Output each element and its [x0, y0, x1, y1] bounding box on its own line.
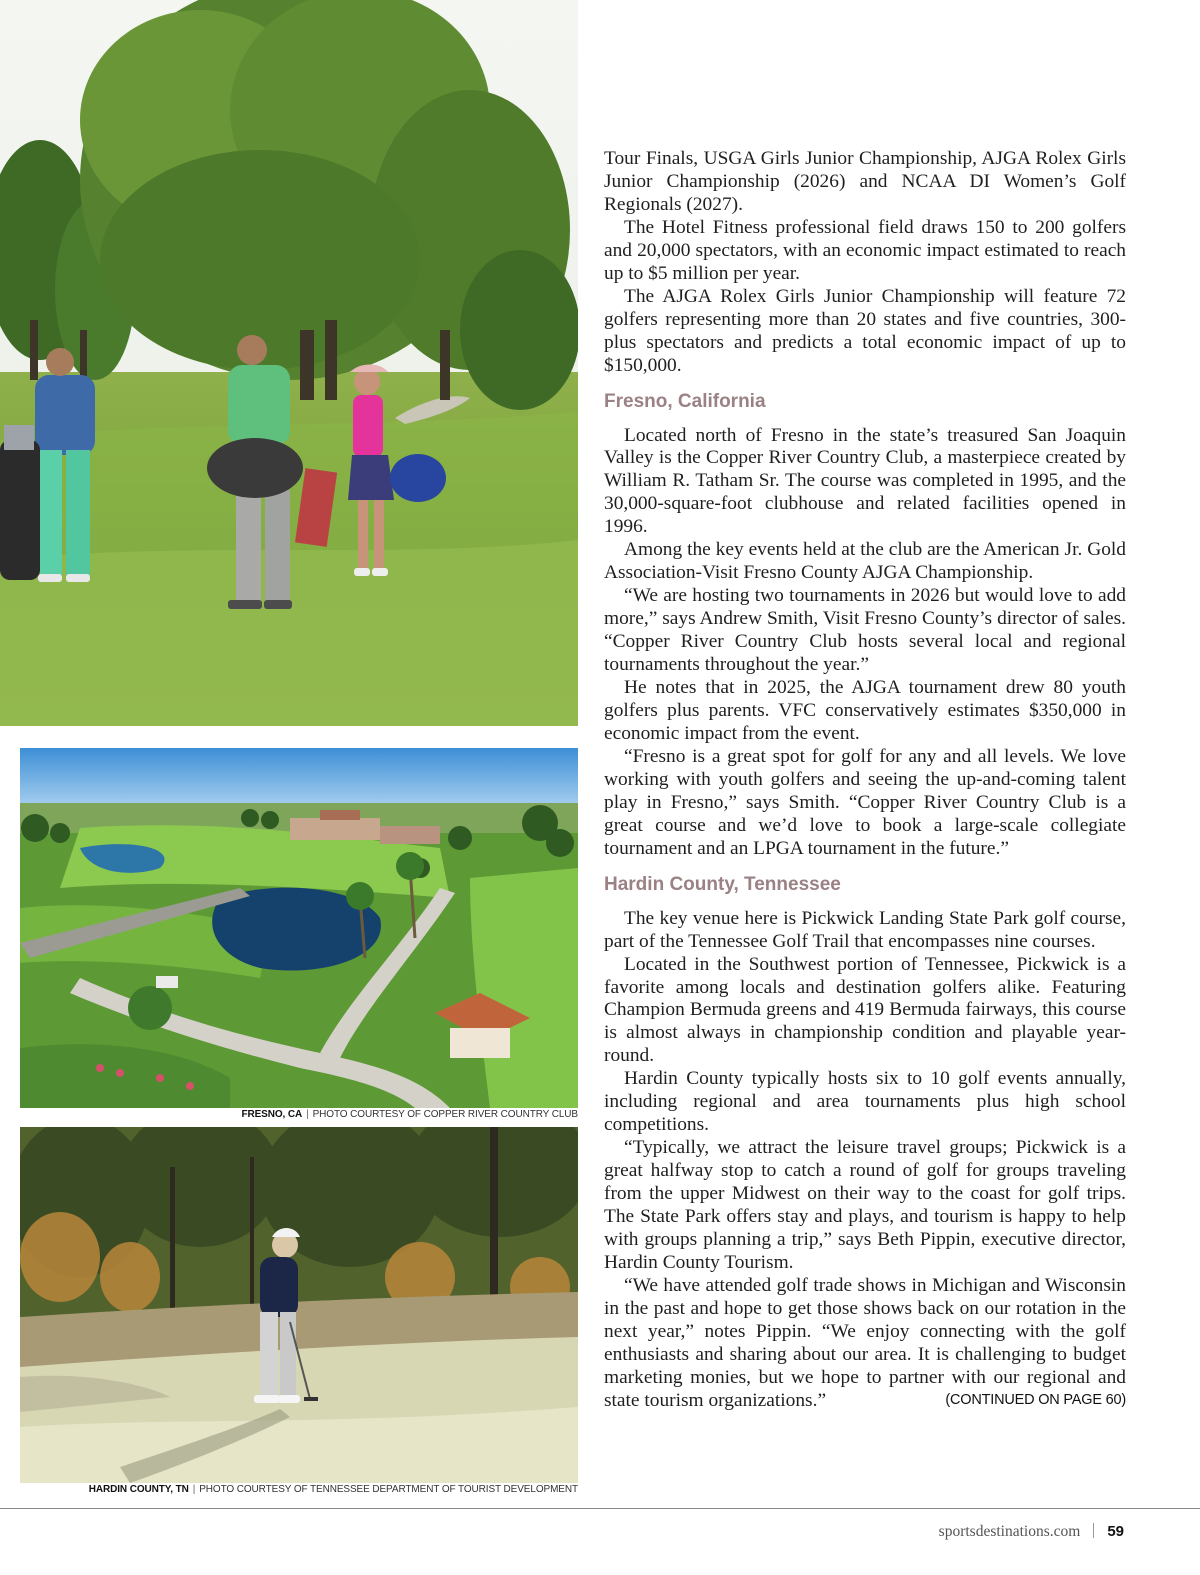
- article-paragraph: Hardin County typically hosts six to 10 golf events annually, including regional and area tournaments plus high school competitions.: [604, 1068, 1126, 1136]
- article-paragraph: The key venue here is Pickwick Landing State Park golf course, part of the Tennessee Golf Trail that encompasses nine courses.: [604, 907, 1126, 952]
- footer-rule: [0, 1508, 1200, 1509]
- article-paragraph: The AJGA Rolex Girls Junior Championship will feature 72 golfers representing more than 20 states and five countries, 300-plus spectators and predicts a total economic impact of up to $150,000.: [604, 285, 1126, 376]
- caption-credit: PHOTO COURTESY OF TENNESSEE DEPARTMENT OF TOURIST DEVELOPMENT: [199, 1484, 578, 1495]
- article-paragraph: “Typically, we attract the leisure travel groups; Pickwick is a great halfway stop to catch a round of golf for groups traveling from the upper Midwest on their way to the coast for golf trips. The State Park offers stay and plays, and tourism is happy to help with groups planning a trip,” says Beth Pippin, executive director, Hardin County Tourism.: [604, 1137, 1126, 1273]
- article-paragraph: “We are hosting two tournaments in 2026 but would love to add more,” says Andrew Smith, Visit Fresno County’s director of sales. “Copper River Country Club hosts several local and regional tournaments throughout the year.”: [604, 585, 1126, 676]
- caption-credit: PHOTO COURTESY OF COPPER RIVER COUNTRY CLUB: [312, 1109, 578, 1120]
- article-last-paragraph: [604, 1275, 1126, 1413]
- photo-caption-hardin: [89, 1484, 578, 1495]
- article-column: [604, 148, 1126, 1413]
- footer-site: sportsdestinations.com: [938, 1523, 1081, 1540]
- continued-note: (CONTINUED ON PAGE 60): [945, 1391, 1126, 1408]
- caption-location: HARDIN COUNTY, TN: [88, 1484, 189, 1495]
- photo-pickwick-putting: [20, 1127, 578, 1483]
- caption-separator: |: [306, 1109, 309, 1120]
- article-paragraph: Located north of Fresno in the state’s treasured San Joaquin Valley is the Copper River Country Club, a masterpiece created by William R. Tatham Sr. The course was completed in 1995, and the 30,000-square-foot clubhouse and related facilities opened in 1996.: [604, 424, 1126, 538]
- article-paragraph: The Hotel Fitness professional field draws 150 to 200 golfers and 20,000 spectators, with an economic impact estimated to reach up to $5 million per year.: [604, 216, 1126, 284]
- caption-separator: |: [192, 1484, 196, 1495]
- article-paragraph: Tour Finals, USGA Girls Junior Championship, AJGA Rolex Girls Junior Championship (2026) and NCAA DI Women’s Golf Regionals (2027).: [604, 148, 1126, 215]
- caption-location: FRESNO, CA: [241, 1109, 303, 1120]
- article-paragraph: Located in the Southwest portion of Tennessee, Pickwick is a favorite among locals and destination golfers alike. Featuring Champion Bermuda greens and 419 Bermuda fairways, this course is almost always in championship condition and playable year-round.: [604, 953, 1126, 1067]
- page-footer: [939, 1523, 1124, 1541]
- section-heading-fresno: Fresno, California: [604, 390, 766, 412]
- article-paragraph: Among the key events held at the club are the American Jr. Gold Association-Visit Fresno County AJGA Championship.: [604, 539, 1126, 584]
- section-heading-hardin: Hardin County, Tennessee: [604, 873, 841, 895]
- article-paragraph: “Fresno is a great spot for golf for any and all levels. We love working with youth golfers and seeing the up-and-coming talent play in Fresno,” says Smith. “Copper River Country Club is a great course and we’d love to book a large-scale collegiate tournament and an LPGA tournament in the future.”: [604, 745, 1126, 859]
- article-paragraph: He notes that in 2025, the AJGA tournament drew 80 youth golfers plus parents. VFC conservatively estimates $350,000 in economic impact from the event.: [604, 677, 1126, 744]
- page-number: 59: [1107, 1523, 1124, 1540]
- photo-copper-river-aerial: [20, 748, 578, 1108]
- photo-caption-fresno: [241, 1109, 578, 1120]
- footer-divider: [1093, 1523, 1094, 1538]
- photo-golfers-fairway: [0, 0, 578, 726]
- article-paragraph: “We have attended golf trade shows in Michigan and Wisconsin in the past and hope to get those shows back on our rotation in the next year,” notes Pippin. “We enjoy connecting with the golf enthusiasts and sharing about our area. It is challenging to budget marketing monies, but we hope to partner with our regional and state tourism organizations.”: [604, 1274, 1126, 1411]
